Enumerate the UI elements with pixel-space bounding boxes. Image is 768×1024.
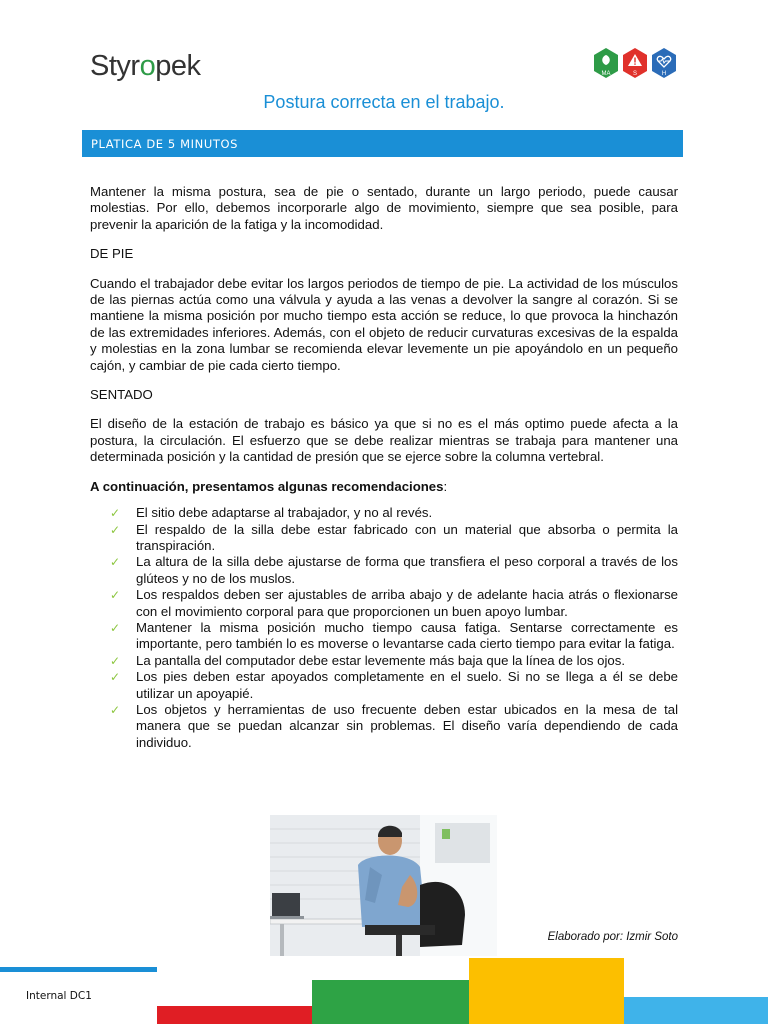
footer-bar-yellow <box>469 958 624 1024</box>
checkmark-icon: ✓ <box>110 653 121 668</box>
checkmark-icon: ✓ <box>110 522 121 537</box>
styropek-logo <box>90 52 200 81</box>
checkmark-icon: ✓ <box>110 506 121 521</box>
badge-h-label: H <box>661 71 667 77</box>
list-item-text: El respaldo de la silla debe estar fabricado con un material que absorba o permita la transpiración. <box>136 521 678 553</box>
list-item <box>90 505 678 521</box>
list-item-text: Mantener la misma posición mucho tiempo causa fatiga. Sentarse correctamente es importante, pero también lo es moverse o levantarse cada cierto tiempo para evitar la fatiga. <box>136 619 678 652</box>
checkmark-icon: ✓ <box>110 702 121 717</box>
list-item <box>90 522 678 555</box>
checkmark-icon: ✓ <box>110 620 121 635</box>
intro-paragraph: Mantener la misma postura, sea de pie o sentado, durante un largo periodo, puede causar molestias. Por ello, debemos incorporarle algo de movimiento, siempre que sea posible, para prevenir la aparición de la fatiga y la incomodidad. <box>90 184 678 232</box>
laptop-icon <box>270 893 304 919</box>
document-title: Postura correcta en el trabajo. <box>263 92 505 112</box>
shelf-plant <box>442 829 450 839</box>
checkmark-icon: ✓ <box>110 555 121 570</box>
badge-s-label: S <box>632 71 638 77</box>
badge-h <box>652 48 676 78</box>
checkmark-icon: ✓ <box>110 588 121 603</box>
list-item <box>90 653 678 669</box>
section-banner-label: PLATICA DE 5 MINUTOS <box>91 137 239 151</box>
badge-s <box>623 48 647 78</box>
list-item-text: La pantalla del computador debe estar levemente más baja que la línea de los ojos. <box>136 652 625 668</box>
footer-bar-red <box>157 1006 312 1024</box>
mash-badges <box>592 46 678 86</box>
list-item-text: Los objetos y herramientas de uso frecuente deben estar ubicados en la mesa de tal manera que se puedan alcanzar sin problemas. El diseño varía dependiendo de cada individuo. <box>136 701 678 750</box>
checkmark-icon: ✓ <box>110 670 121 685</box>
standing-paragraph: Cuando el trabajador debe evitar los largos periodos de tiempo de pie. La actividad de los músculos de las piernas actúa como una válvula y ayuda a las venas a devolver la sangre al corazón. Si se mantiene la misma posición por mucho tiempo esta acción se reduce, lo que provoca la hinchazón de las extremidades inferiores. Además, con el objeto de reducir curvaturas excesivas de la espalda y molestias en la zona lumbar se recomienda elevar levemente un pie apoyándolo en un pequeño cajón, y cambiar de pie cada cierto tiempo. <box>90 275 678 373</box>
office-back-pain-photo <box>270 815 497 956</box>
badge-ma-label: MA <box>601 71 611 77</box>
footer-bar-lightblue <box>624 997 768 1024</box>
list-item-text: La altura de la silla debe ajustarse de forma que transfiera el peso corporal a través de los glúteos y no de los muslos. <box>136 554 678 586</box>
seated-heading: SENTADO <box>90 387 153 403</box>
list-item <box>90 587 678 620</box>
badge-ma <box>594 48 618 78</box>
document-body <box>90 184 678 751</box>
logo-text-end: pek <box>155 50 201 82</box>
desk-leg <box>280 924 284 956</box>
author-credit: Elaborado por: Izmir Soto <box>547 931 678 943</box>
seated-paragraph: El diseño de la estación de trabajo es básico ya que si no es el más optimo puede afecta a la postura, la circulación. El esfuerzo que se debe realizar mientras se trabaja para mantener una determinada posición y la cantidad de presión que se ejerce sobre la columna vertebral. <box>90 416 678 465</box>
list-item <box>90 554 678 587</box>
list-item <box>90 702 678 751</box>
footer-classification-label: Internal DC1 <box>26 990 92 1002</box>
list-item-text: Los pies deben estar apoyados completamente en el suelo. Si no se llega a él se debe utilizar un apoyapié. <box>136 669 678 701</box>
recommendations-colon: : <box>443 478 448 494</box>
logo-text-o: o <box>139 50 156 82</box>
recommendations-list <box>90 505 678 751</box>
section-banner <box>82 130 683 157</box>
footer-bar-green <box>312 980 469 1024</box>
recommendations-heading: A continuación, presentamos algunas recomendaciones <box>90 478 444 494</box>
logo-text-start: Styr <box>90 50 140 82</box>
list-item <box>90 620 678 653</box>
list-item-text: El sitio debe adaptarse al trabajador, y no al revés. <box>136 505 433 521</box>
recommendations-intro <box>90 479 678 495</box>
list-item <box>90 669 678 702</box>
list-item-text: Los respaldos deben ser ajustables de arriba abajo y de adelante hacia atrás o flexionarse con el movimiento corporal para que proporcionen un buen apoyo lumbar. <box>136 587 678 619</box>
standing-heading: DE PIE <box>90 246 134 262</box>
